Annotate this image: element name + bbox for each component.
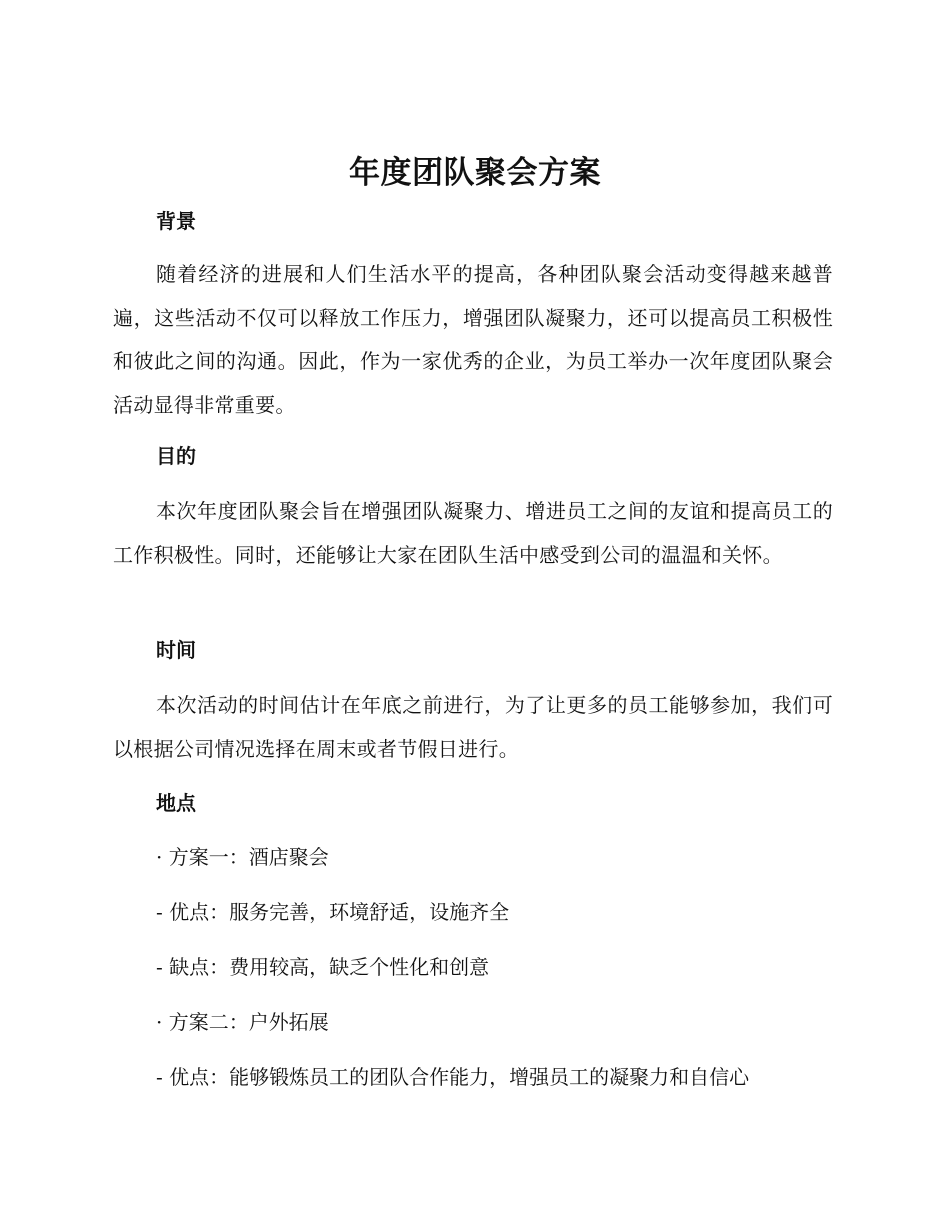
section-body-background: 随着经济的进展和人们生活水平的提高，各种团队聚会活动变得越来越普遍，这些活动不仅可以释放工作压力，增强团队凝聚力，还可以提高员工积极性和彼此之间的沟通。因此，作为一家优秀的企业，为员工举办一次年度团队聚会活动显得非常重要。 [113, 262, 833, 417]
list-item-option-one-cons: - 缺点：费用较高，缺乏个性化和创意 [156, 955, 490, 979]
section-body-purpose: 本次年度团队聚会旨在增强团队凝聚力、增进员工之间的友谊和提高员工的工作积极性。同时，还能够让大家在团队生活中感受到公司的温温和关怀。 [113, 499, 833, 567]
section-heading-location: 地点 [156, 791, 196, 815]
list-item-option-one-pros: - 优点：服务完善，环境舒适，设施齐全 [156, 900, 510, 924]
section-body-time: 本次活动的时间估计在年底之前进行，为了让更多的员工能够参加，我们可以根据公司情况选择在周末或者节假日进行。 [113, 693, 833, 761]
section-heading-background: 背景 [156, 209, 196, 233]
list-item-option-two-pros: - 优点：能够锻炼员工的团队合作能力，增强员工的凝聚力和自信心 [156, 1065, 750, 1089]
list-item-option-two: · 方案二：户外拓展 [156, 1010, 329, 1034]
document-title: 年度团队聚会方案 [349, 155, 601, 191]
list-item-option-one: · 方案一：酒店聚会 [156, 845, 329, 869]
section-heading-time: 时间 [156, 638, 196, 662]
section-heading-purpose: 目的 [156, 444, 196, 468]
